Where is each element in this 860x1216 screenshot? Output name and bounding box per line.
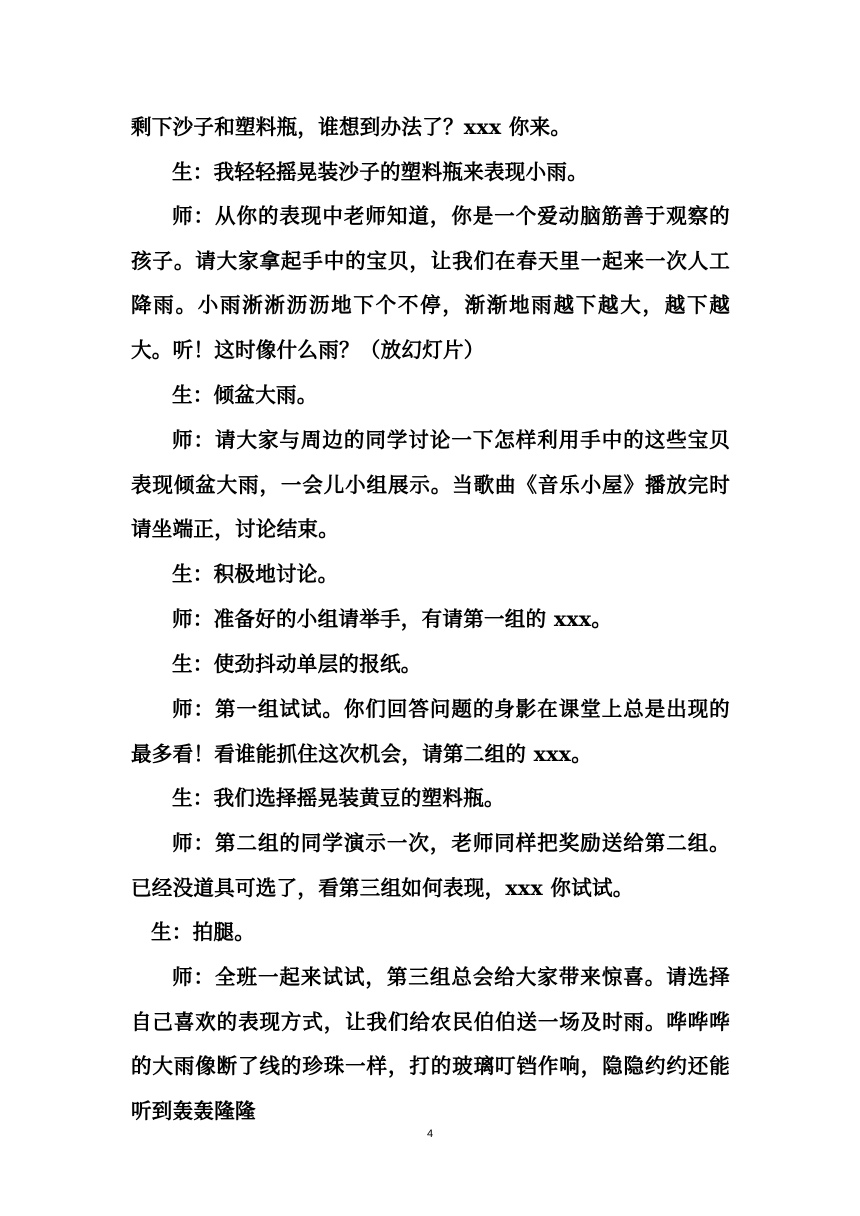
paragraph-student-2: 生：倾盆大雨。 — [172, 383, 318, 407]
paragraph-teacher-6: 师：全班一起来试试，第三组总会给大家带来惊喜。请选择自己喜欢的表现方式，让我们给农民伯伯送一场及时雨。哗哗哗的大雨像断了线的珍珠一样，打的玻璃叮铛作响，隐隐约约还能听到轰轰隆隆 — [131, 965, 730, 1123]
paragraph-teacher-3: 师：准备好的小组请举手，有请第一组的 xxx。 — [172, 607, 613, 631]
paragraph-student-4: 生：使劲抖动单层的报纸。 — [172, 652, 422, 676]
paragraph-student-1: 生：我轻轻摇晃装沙子的塑料瓶来表现小雨。 — [172, 160, 588, 184]
paragraph-student-3: 生：积极地讨论。 — [172, 562, 339, 586]
paragraph-student-6: 生：拍腿。 — [151, 920, 255, 944]
paragraph-teacher-5: 师：第二组的同学演示一次，老师同样把奖励送给第二组。已经没道具可选了，看第三组如何表现，xxx 你试试。 — [131, 831, 730, 900]
paragraph-teacher-1: 师：从你的表现中老师知道，你是一个爱动脑筋善于观察的孩子。请大家拿起手中的宝贝，让我们在春天里一起来一次人工降雨。小雨淅淅沥沥地下个不停，渐渐地雨越下越大，越下越大。听！这时像什么雨？（放幻灯片） — [131, 204, 730, 362]
paragraph-teacher-4: 师：第一组试试。你们回答问题的身影在课堂上总是出现的最多看！看谁能抓住这次机会，请第二组的 xxx。 — [131, 697, 730, 766]
paragraph-student-5: 生：我们选择摇晃装黄豆的塑料瓶。 — [172, 786, 505, 810]
page-number: 4 — [426, 1128, 434, 1140]
paragraph-continuation: 剩下沙子和塑料瓶，谁想到办法了？xxx 你来。 — [131, 115, 572, 139]
paragraph-teacher-2: 师：请大家与周边的同学讨论一下怎样利用手中的这些宝贝表现倾盆大雨，一会儿小组展示。当歌曲《音乐小屋》播放完时请坐端正，讨论结束。 — [131, 428, 730, 541]
